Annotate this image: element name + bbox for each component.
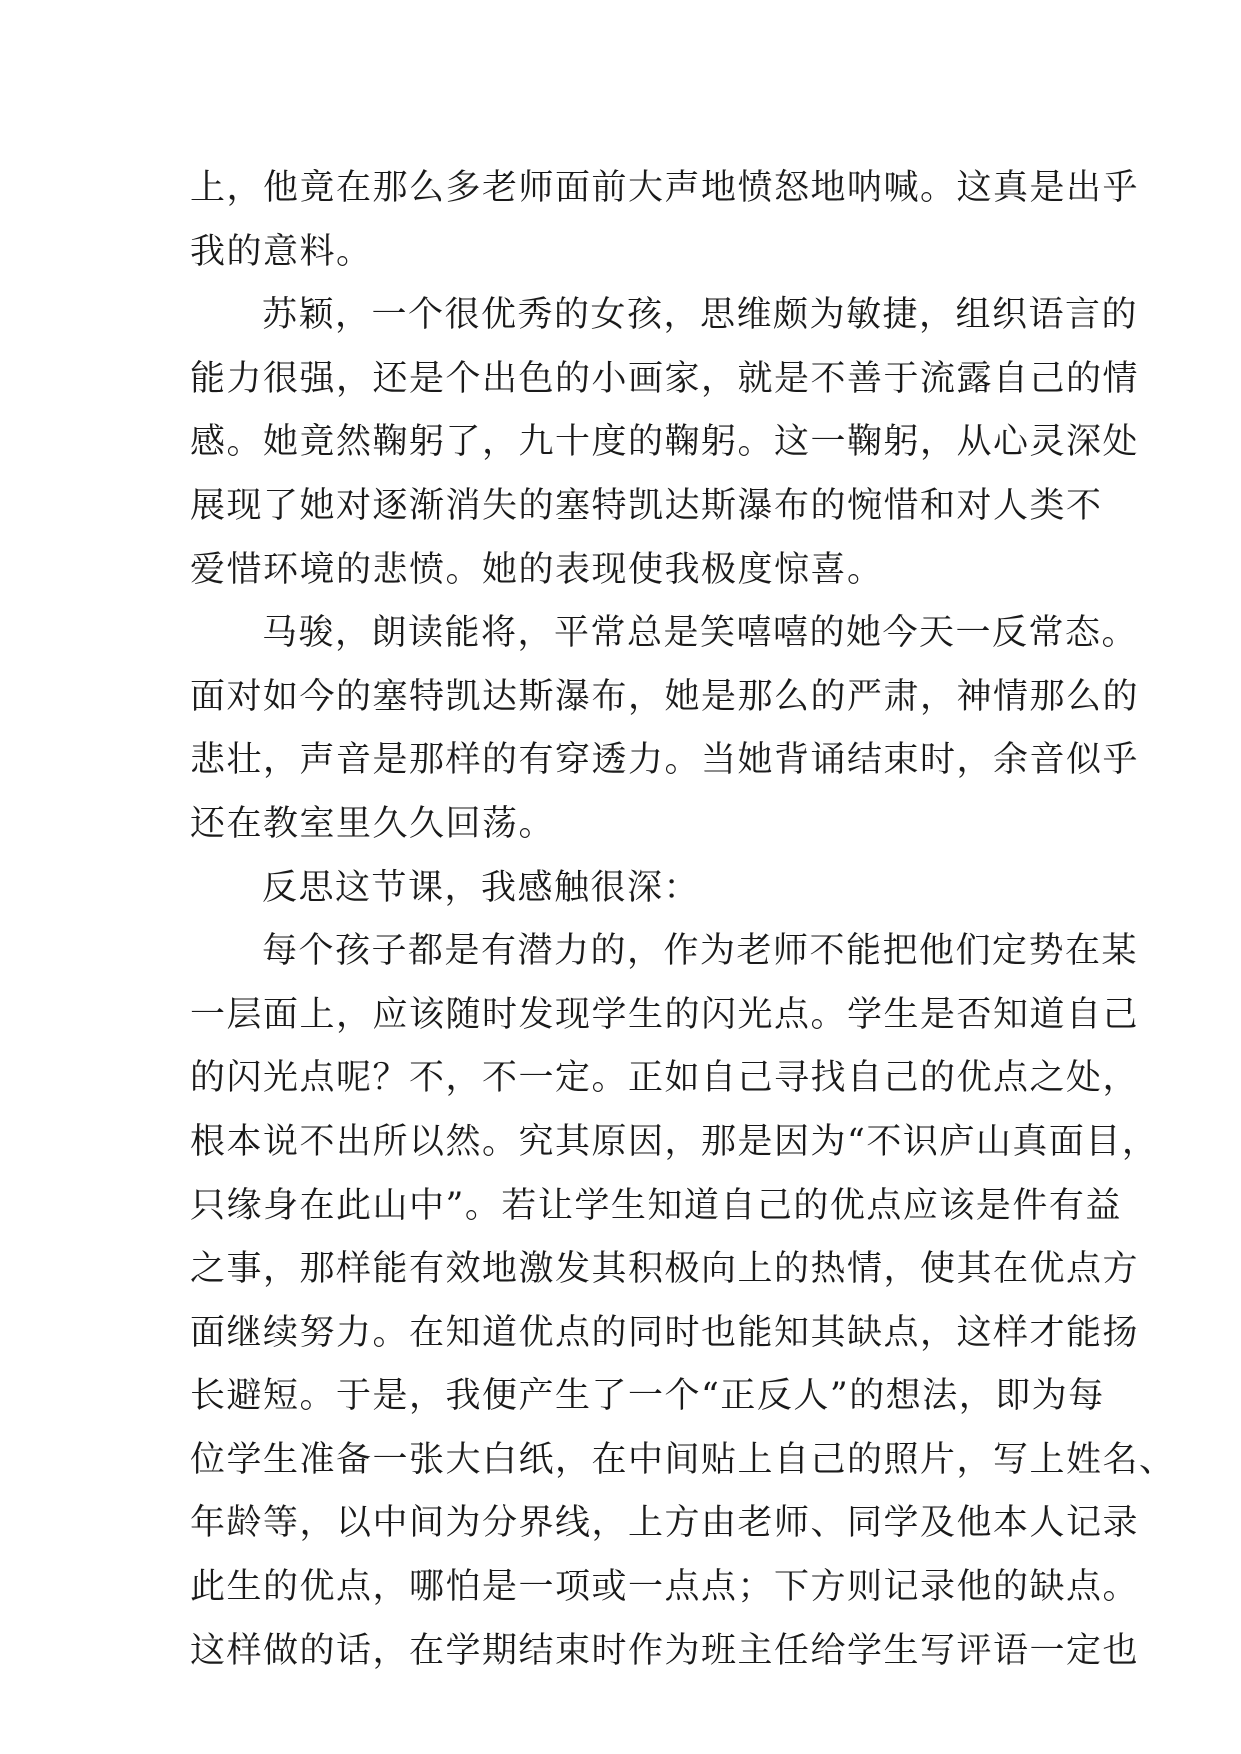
text-line: 上，他竟在那么多老师面前大声地愤怒地呐喊。这真是出乎 (190, 168, 1140, 208)
text-line: 爱惜环境的悲愤。她的表现使我极度惊喜。 (190, 549, 884, 590)
text-line: 感。她竟然鞠躬了，九十度的鞠躬。这一鞠躬，从心灵深处 (190, 422, 1140, 463)
text-line: 的闪光点呢？不，不一定。正如自己寻找自己的优点之处， (190, 1058, 1140, 1099)
text-line: 我的意料。 (190, 231, 373, 272)
text-line: 一层面上，应该随时发现学生的闪光点。学生是否知道自己 (190, 994, 1140, 1035)
text-line: 还在教室里久久回荡。 (190, 803, 556, 844)
text-line: 马骏，朗读能将，平常总是笑嘻嘻的她今天一反常态。 (262, 613, 1139, 654)
text-line: 展现了她对逐渐消失的塞特凯达斯瀑布的惋惜和对人类不 (190, 485, 1103, 526)
text-line: 根本说不出所以然。究其原因，那是因为“不识庐山真面目， (190, 1121, 1159, 1162)
text-line: 长避短。于是，我便产生了一个“正反人”的想法，即为每 (190, 1376, 1105, 1417)
text-line: 位学生准备一张大白纸，在中间贴上自己的照片，写上姓名、 (190, 1439, 1176, 1480)
text-line: 反思这节课，我感触很深： (262, 867, 701, 908)
text-line: 能力很强，还是个出色的小画家，就是不善于流露自己的情 (190, 358, 1140, 399)
text-line: 面继续努力。在知道优点的同时也能知其缺点，这样才能扬 (190, 1312, 1140, 1353)
text-line: 苏颖，一个很优秀的女孩，思维颇为敏捷，组织语言的 (262, 295, 1139, 336)
text-line: 年龄等，以中间为分界线，上方由老师、同学及他本人记录 (190, 1503, 1140, 1544)
text-line: 悲壮，声音是那样的有穿透力。当她背诵结束时，余音似乎 (190, 740, 1140, 781)
body-text (190, 157, 1176, 1683)
text-line: 之事，那样能有效地激发其积极向上的热情，使其在优点方 (190, 1249, 1140, 1290)
text-line: 这样做的话，在学期结束时作为班主任给学生写评语一定也 (190, 1630, 1140, 1671)
text-line: 此生的优点，哪怕是一项或一点点；下方则记录他的缺点。 (190, 1567, 1140, 1608)
text-line: 只缘身在此山中”。若让学生知道自己的优点应该是件有益 (190, 1185, 1122, 1226)
text-line: 面对如今的塞特凯达斯瀑布，她是那么的严肃，神情那么的 (190, 676, 1140, 717)
text-line: 每个孩子都是有潜力的，作为老师不能把他们定势在某 (262, 931, 1139, 972)
